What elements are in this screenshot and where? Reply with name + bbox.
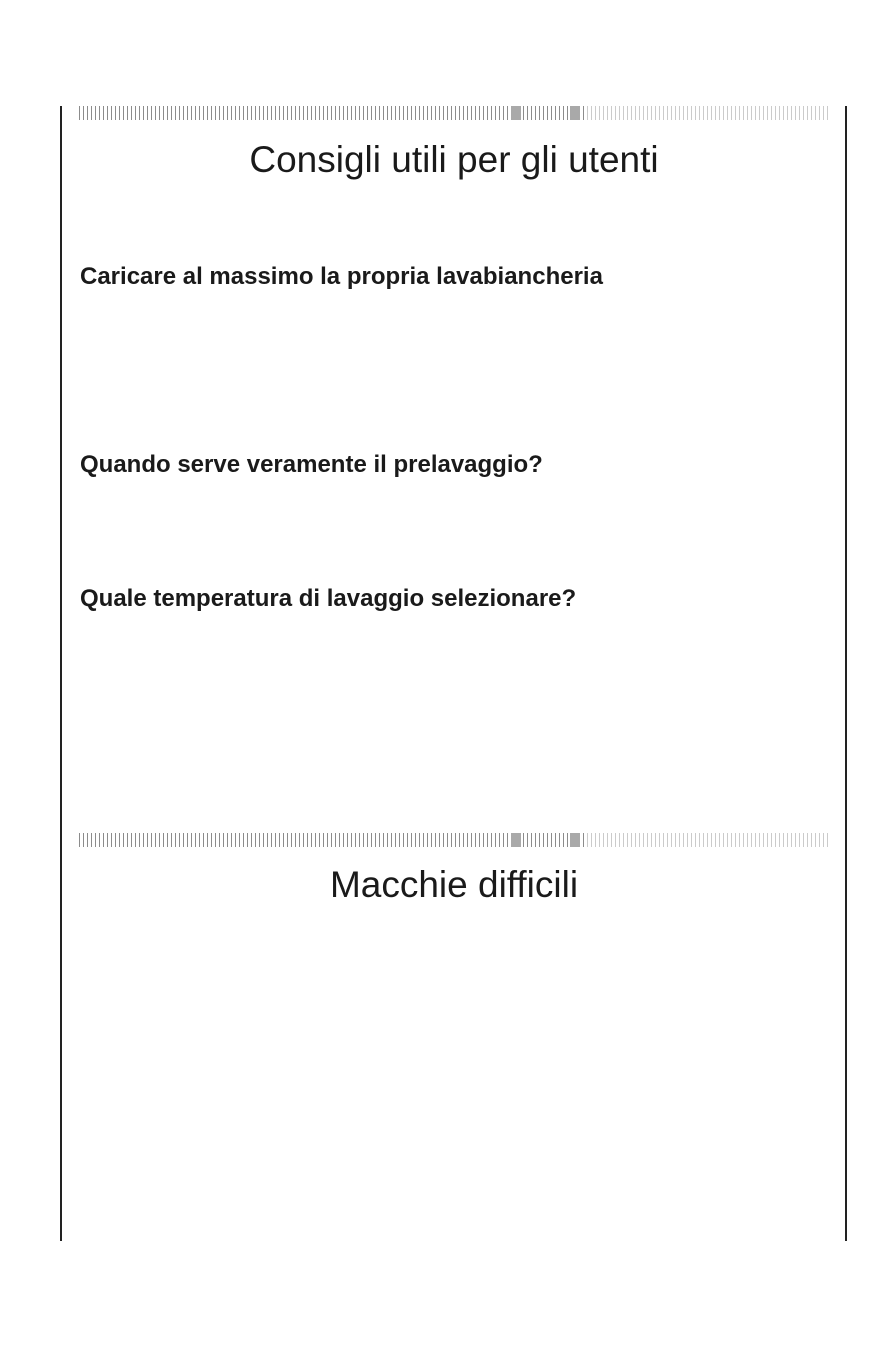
- left-margin-line: [60, 106, 62, 1241]
- subheading-full-load: Caricare al massimo la propria lavabiancheria: [80, 263, 603, 290]
- subheading-temperature: Quale temperatura di lavaggio selezionare?: [80, 585, 577, 612]
- section-title-stains: Macchie difficili: [329, 864, 579, 905]
- subheading-prewash: Quando serve veramente il prelavaggio?: [80, 451, 543, 478]
- decorative-rule-top: [79, 106, 829, 120]
- rule-marker: [570, 106, 580, 120]
- rule-fade: [584, 106, 829, 120]
- rule-fade: [584, 833, 829, 847]
- rule-marker: [570, 833, 580, 847]
- decorative-rule-bottom: [79, 833, 829, 847]
- section-title-tips: Consigli utili per gli utenti: [249, 139, 659, 180]
- rule-marker: [511, 833, 521, 847]
- right-margin-line: [845, 106, 847, 1241]
- rule-marker: [511, 106, 521, 120]
